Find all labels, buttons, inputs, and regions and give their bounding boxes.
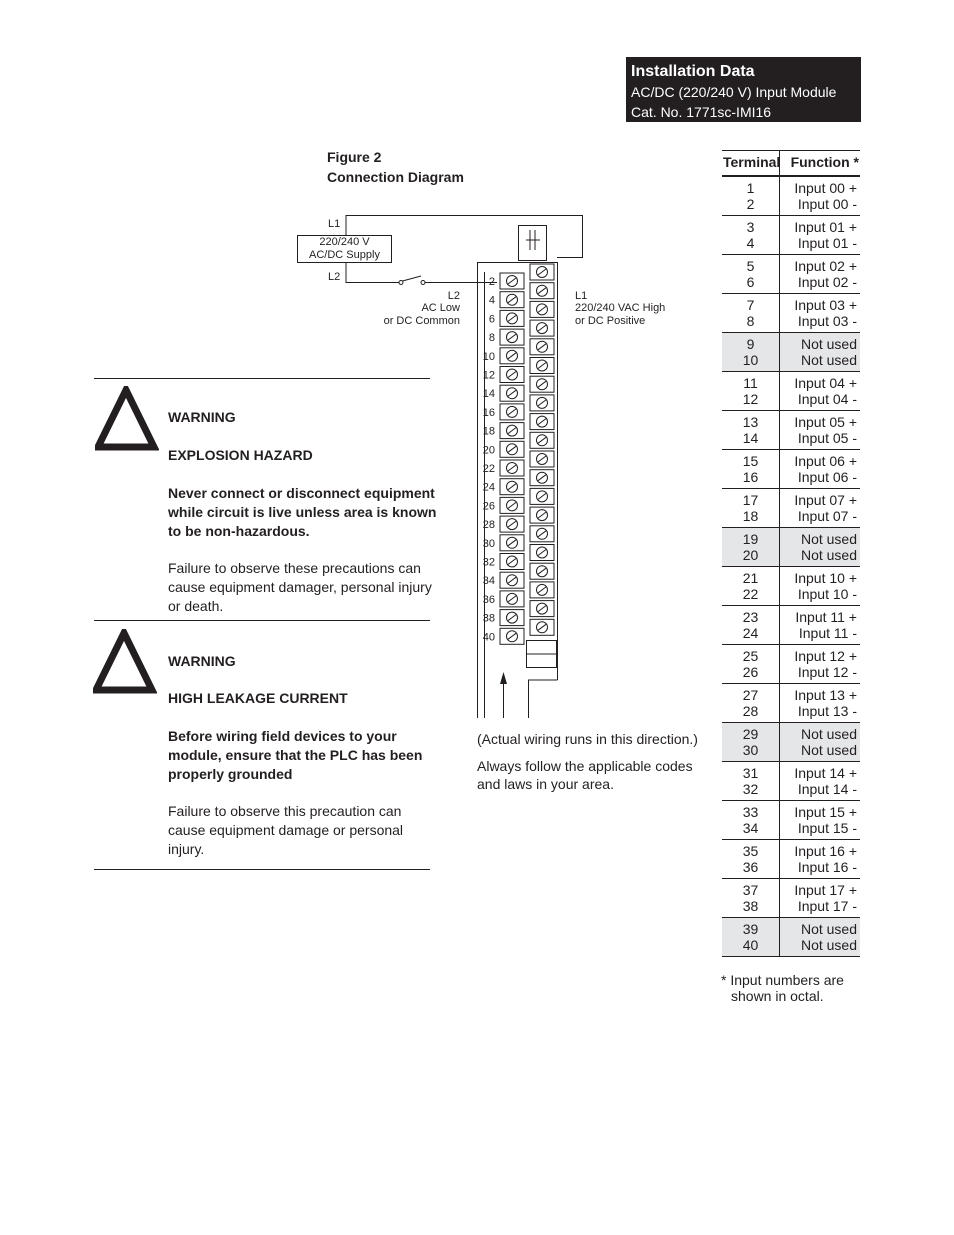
warning-note: Failure to observe this precaution can cause equipment damage or personal injury. [168, 803, 404, 857]
terminal-function: Input 04 + [794, 375, 857, 391]
terminal-screw [500, 441, 524, 457]
warning-triangle-icon [93, 629, 157, 695]
terminal-screw [530, 601, 554, 617]
terminal-screw [530, 526, 554, 542]
terminal-number: 34 [742, 820, 759, 836]
terminal-function: Input 05 - [797, 430, 857, 446]
terminal-label: 28 [482, 519, 495, 532]
terminal-function-table [722, 150, 860, 957]
terminal-number: 17 [742, 492, 759, 508]
supply-label-2: AC/DC Supply [309, 249, 380, 261]
terminal-number: 39 [742, 921, 759, 937]
terminal-function: Not used [800, 742, 857, 758]
terminal-screw [500, 367, 524, 383]
table-row [722, 879, 860, 918]
terminal-function: Input 03 - [797, 313, 857, 329]
figure-number: Figure 2 [327, 149, 382, 165]
terminal-number: 16 [742, 469, 759, 485]
warning-instruction: Before wiring field devices to your module, ensure that the PLC has been properly grounded [168, 728, 423, 782]
table-row [722, 372, 860, 411]
terminal-screw [530, 582, 554, 598]
terminal-screw [530, 470, 554, 486]
terminal-label: 4 [488, 294, 495, 307]
table-row [722, 177, 860, 216]
terminal-number: 7 [746, 297, 755, 313]
terminal-function: Input 12 + [794, 648, 857, 664]
terminal-strip [500, 264, 554, 644]
terminal-function: Input 02 + [794, 258, 857, 274]
terminal-screw [530, 488, 554, 504]
terminal-number: 37 [742, 882, 759, 898]
table-row [722, 606, 860, 645]
terminal-function: Not used [800, 921, 857, 937]
direction-caption: (Actual wiring runs in this direction.) [477, 731, 698, 747]
terminal-label: 16 [482, 406, 495, 419]
terminal-function: Input 10 - [797, 586, 857, 602]
terminal-number: 23 [742, 609, 759, 625]
table-row [722, 762, 860, 801]
terminal-screw [500, 385, 524, 401]
terminal-screw [500, 310, 524, 326]
terminal-number: 28 [742, 703, 759, 719]
table-row [722, 801, 860, 840]
table-row [722, 411, 860, 450]
terminal-label: 2 [488, 276, 495, 288]
terminal-number: 40 [742, 937, 759, 953]
terminal-label: 36 [482, 593, 495, 606]
terminal-number: 6 [746, 274, 755, 290]
terminal-screw [530, 507, 554, 523]
terminal-screw [500, 273, 524, 289]
terminal-function: Input 14 + [794, 765, 857, 781]
dc-positive-label: or DC Positive [575, 315, 646, 327]
terminal-screw [500, 423, 524, 439]
terminal-screw [500, 535, 524, 551]
terminal-number: 38 [742, 898, 759, 914]
terminal-number: 35 [742, 843, 759, 859]
terminal-label: 18 [482, 425, 495, 438]
terminal-number: 5 [746, 258, 755, 274]
terminal-screw [530, 545, 554, 561]
terminal-label: 14 [482, 388, 495, 401]
terminal-number: 15 [742, 453, 759, 469]
terminal-screw [500, 497, 524, 513]
terminal-number: 9 [746, 336, 755, 352]
terminal-number: 33 [742, 804, 759, 820]
terminal-function: Input 06 - [797, 469, 857, 485]
terminal-screw [530, 395, 554, 411]
terminal-screw [500, 348, 524, 364]
terminal-number: 12 [742, 391, 759, 407]
terminal-function: Input 12 - [797, 664, 857, 680]
table-row [722, 216, 860, 255]
l1-label: L1 [575, 290, 588, 302]
function-column-header: Function * [790, 154, 859, 170]
terminal-function: Input 07 + [794, 492, 857, 508]
l2-left-label: L2 [328, 271, 341, 283]
figure-title: Connection Diagram [327, 169, 464, 185]
table-row [722, 255, 860, 294]
terminal-function: Input 06 + [794, 453, 857, 469]
terminal-label: 34 [482, 575, 495, 588]
terminal-label: 8 [488, 332, 495, 345]
terminal-function: Input 04 - [797, 391, 857, 407]
terminal-screw [500, 292, 524, 308]
terminal-number: 26 [742, 664, 759, 680]
terminal-function: Input 07 - [797, 508, 857, 524]
terminal-number: 22 [742, 586, 759, 602]
table-row [722, 528, 860, 567]
terminal-screw [530, 301, 554, 317]
terminal-function: Not used [800, 726, 857, 742]
terminal-number: 1 [746, 180, 755, 196]
catalog-number: Cat. No. 1771sc-IMI16 [631, 104, 772, 120]
doc-title: Installation Data [631, 63, 755, 80]
terminal-label: 24 [482, 481, 495, 494]
terminal-screw [530, 414, 554, 430]
table-row [722, 333, 860, 372]
terminal-screw [530, 358, 554, 374]
terminal-number: 25 [742, 648, 759, 664]
terminal-function: Input 03 + [794, 297, 857, 313]
terminal-label: 26 [482, 500, 495, 513]
terminal-screw [500, 404, 524, 420]
terminal-column-header: Terminal [723, 154, 781, 170]
table-row [722, 723, 860, 762]
l1-top-label: L1 [328, 218, 341, 230]
table-row [722, 450, 860, 489]
terminal-screw [530, 451, 554, 467]
header-box [626, 57, 861, 122]
terminal-function: Input 01 - [797, 235, 857, 251]
terminal-function: Input 00 + [794, 180, 857, 196]
terminal-function: Not used [800, 531, 857, 547]
terminal-number: 20 [742, 547, 759, 563]
terminal-number: 29 [742, 726, 759, 742]
terminal-screw [500, 554, 524, 570]
terminal-function: Input 01 + [794, 219, 857, 235]
terminal-number: 32 [742, 781, 759, 797]
terminal-function: Input 13 - [797, 703, 857, 719]
switch-contact [399, 281, 403, 285]
doc-subtitle: AC/DC (220/240 V) Input Module [631, 84, 837, 100]
terminal-number: 8 [746, 313, 755, 329]
hazard-title: HIGH LEAKAGE CURRENT [168, 690, 348, 706]
terminal-screw [500, 479, 524, 495]
terminal-screw [530, 432, 554, 448]
supply-label-1: 220/240 V [319, 236, 370, 248]
terminal-number: 11 [743, 375, 758, 391]
warning-instruction: Never connect or disconnect equipment while circuit is live unless area is known to be non-hazardous. [168, 485, 437, 539]
terminal-function: Input 15 + [794, 804, 857, 820]
terminal-number: 24 [742, 625, 759, 641]
terminal-number: 36 [742, 859, 759, 875]
terminal-screw [530, 264, 554, 280]
terminal-screw [500, 610, 524, 626]
terminal-screw [530, 283, 554, 299]
terminal-function: Input 17 + [794, 882, 857, 898]
terminal-screw [500, 572, 524, 588]
table-row [722, 918, 860, 957]
vac-high-label: 220/240 VAC High [575, 302, 666, 314]
terminal-screw [500, 516, 524, 532]
terminal-screw [530, 339, 554, 355]
terminal-screw [500, 460, 524, 476]
terminal-label: 32 [482, 556, 495, 569]
footnote [721, 972, 844, 1004]
table-row [722, 840, 860, 879]
terminal-function: Not used [800, 937, 857, 953]
warning-note: Failure to observe these precautions can cause equipment damager, personal injury or death. [168, 560, 432, 614]
divider [94, 378, 430, 379]
table-header [722, 150, 860, 177]
terminal-number: 30 [742, 742, 759, 758]
terminal-number: 19 [742, 531, 759, 547]
terminal-function: Input 17 - [797, 898, 857, 914]
terminal-screw [530, 563, 554, 579]
terminal-function: Input 16 - [797, 859, 857, 875]
terminal-function: Input 11 + [795, 609, 857, 625]
terminal-number: 21 [742, 570, 759, 586]
terminal-number: 3 [746, 219, 755, 235]
warning-triangle-icon [95, 386, 159, 452]
terminal-label: 30 [482, 537, 495, 550]
divider [94, 620, 430, 621]
terminal-label: 38 [482, 612, 495, 625]
terminal-number: 10 [742, 352, 759, 368]
terminal-function: Input 10 + [794, 570, 857, 586]
terminal-number: 27 [742, 687, 759, 703]
warning-heading: WARNING [168, 409, 236, 425]
terminal-function: Input 11 - [798, 625, 857, 641]
terminal-function: Input 16 + [794, 843, 857, 859]
terminal-function: Not used [800, 336, 857, 352]
terminal-function: Input 00 - [797, 196, 857, 212]
table-row [722, 567, 860, 606]
codes-caption: Always follow the applicable codes and laws in your area. [477, 758, 693, 792]
warning-heading: WARNING [168, 653, 236, 669]
terminal-number: 18 [742, 508, 759, 524]
terminal-screw [500, 329, 524, 345]
table-row [722, 294, 860, 333]
switch-contact [421, 281, 425, 285]
terminal-screw [530, 619, 554, 635]
divider [94, 869, 430, 870]
terminal-function: Input 14 - [797, 781, 857, 797]
terminal-screw [530, 320, 554, 336]
terminal-function: Input 05 + [794, 414, 857, 430]
terminal-function: Input 15 - [797, 820, 857, 836]
hazard-title: EXPLOSION HAZARD [168, 447, 313, 463]
terminal-label: 40 [482, 631, 495, 644]
terminal-screw [500, 591, 524, 607]
table-row [722, 684, 860, 723]
terminal-number: 13 [742, 414, 759, 430]
l2-label: L2 [447, 290, 460, 302]
footnote-line: shown in octal. [731, 988, 824, 1004]
terminal-number: 2 [746, 196, 755, 212]
terminal-function: Input 13 + [794, 687, 857, 703]
terminal-screw [500, 628, 524, 644]
terminal-function: Input 02 - [797, 274, 857, 290]
terminal-screw [530, 376, 554, 392]
terminal-label: 20 [482, 444, 495, 457]
table-row [722, 489, 860, 528]
terminal-function: Not used [800, 547, 857, 563]
terminal-function: Not used [800, 352, 857, 368]
table-row [722, 645, 860, 684]
terminal-number: 4 [746, 235, 755, 251]
terminal-label: 22 [482, 463, 495, 475]
dc-common-label: or DC Common [383, 315, 460, 327]
footnote-line: * Input numbers are [721, 972, 844, 988]
ac-low-label: AC Low [421, 302, 460, 314]
terminal-label: 10 [482, 350, 495, 363]
terminal-number: 31 [742, 765, 759, 781]
terminal-label: 6 [488, 313, 495, 326]
terminal-number: 14 [742, 430, 759, 446]
terminal-label: 12 [482, 369, 495, 382]
